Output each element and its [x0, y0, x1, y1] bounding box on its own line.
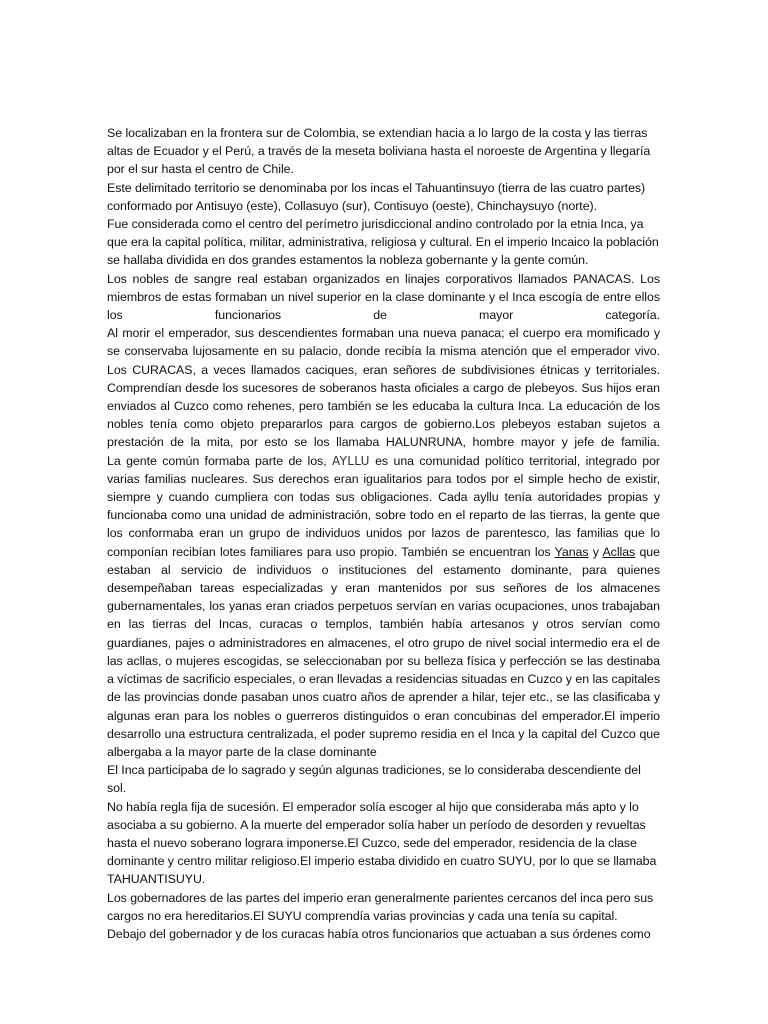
paragraph-succession: No había regla fija de sucesión. El emperador solía escoger al hijo que consideraba más apto y lo asociaba a su gobierno. A la muerte del emperador solía haber un período de desorden y revueltas hasta el nuevo soberano lograra imponerse.El Cuzco, sede del emperador, residencia de la clase dominante y centro militar religioso.El imperio estaba dividido en cuatro SUYU, por lo que se llamaba TAHUANTISUYU.	[107, 799, 657, 887]
conjunction-text: y	[592, 544, 599, 559]
ayllu-intro-text: La gente común formaba parte de los,	[107, 453, 327, 468]
paragraph-location: Se localizaban en la frontera sur de Colombia, se extendian hacia a lo largo de la costa y las tierras altas de Ecuador y el Perú, a través de la meseta boliviana hasta el noroeste de Argentina y llegaría por el sur hasta el centro de Chile.	[107, 126, 651, 177]
paragraph-capital: Fue considerada como el centro del perímetro jurisdiccional andino controlado por la etnia Inca, ya que era la capital política, militar, administrativa, religiosa y cultural. En el imperio Incaico la población se hallaba dividida en dos grandes estamentos la nobleza gobernante y la gente común.	[107, 217, 659, 268]
paragraph-ayllu	[107, 452, 660, 761]
ayllu-term: AYLLU	[332, 453, 370, 468]
paragraph-governors: Los gobernadores de las partes del imperio eran generalmente parientes cercanos del inca pero sus cargos no era hereditarios.El SUYU comprendía varias provincias y cada una tenía su capital.	[107, 890, 654, 923]
paragraph-territory: Este delimitado territorio se denominaba por los incas el Tahuantinsuyo (tierra de las cuatro partes) conformado por Antisuyo (este), Collasuyo (sur), Contisuyo (oeste), Chinchaysuyo (norte).	[107, 180, 646, 213]
ayllu-description-text: es una comunidad político territorial, integrado por varias familias nucleares. Sus derechos eran igualitarios para todos por el simple hecho de existir, siempre y cuando cumpliera con todas sus obligaciones. Cada ayllu tenía autoridades propias y funcionaba como una unidad de administración, sobre todo en el reparto de las tierras, la gente que los conformaba eran un grupo de individuos unidos por lazos de parentesco, las familias que lo componían recibían lotes familiares para uso propio. También se encuentran los	[107, 453, 660, 559]
paragraph-officials: Debajo del gobernador y de los curacas había otros funcionarios que actuaban a sus órdenes como	[107, 926, 651, 941]
yanas-acllas-description-text: que estaban al servicio de individuos o instituciones del estamento dominante, para quienes desempeñaban tareas especializadas y eran mantenidos por sus señores de los almacenes gubernamentales, los yanas eran criados perpetuos servían en varias ocupaciones, unos trabajaban en las tierras del Incas, curacas o templos, también había artesanos y otros servían como guardianes, pajes o administradores en almacenes, el otro grupo de nivel social intermedio era el de las acllas, o mujeres escogidas, se seleccionaban por su belleza física y perfección se las destinaba a víctimas de sacrificio especiales, o eran llevadas a residencias situadas en Cuzco y en las capitales de las provincias donde pasaban unos cuatro años de aprender a hilar, tejer etc., se las clasificaba y algunas eran para los nobles o guerreros distinguidos o eran concubinas del emperador.El imperio desarrollo una estructura centralizada, el poder supremo residia en el Inca y la capital del Cuzco que albergaba a la mayor parte de la clase dominante	[107, 544, 660, 759]
paragraph-panaca: Al morir el emperador, sus descendientes formaban una nueva panaca; el cuerpo era momificado y se conservaba lujosamente en su palacio, donde recibía la misma atención que el emperador vivo. Los CURACAS, a veces llamados caciques, eran señores de subdivisiones étnicas y territoriales. Comprendían desde los sucesores de soberanos hasta oficiales a cargo de plebeyos. Sus hijos eran enviados al Cuzco como rehenes, pero también se les educaba la cultura Inca. La educación de los nobles tenía como objeto prepararlos para cargos de gobierno.Los plebeyos estaban sujetos a prestación de la mita, por esto se los llamaba HALUNRUNA, hombre mayor y jefe de familia.	[107, 326, 660, 450]
paragraph-sacred: El Inca participaba de lo sagrado y según algunas tradiciones, se lo consideraba descendiente del sol.	[107, 763, 641, 796]
paragraph-nobles: Los nobles de sangre real estaban organizados en linajes corporativos llamados PANACAS. Los miembros de estas formaban un nivel superior en la clase dominante y el Inca escogía de entre ellos los funcionarios de mayor categoría.	[107, 271, 660, 323]
acllas-link[interactable]: Acllas	[602, 544, 636, 559]
document-body	[107, 124, 660, 943]
yanas-link[interactable]: Yanas	[554, 544, 589, 559]
